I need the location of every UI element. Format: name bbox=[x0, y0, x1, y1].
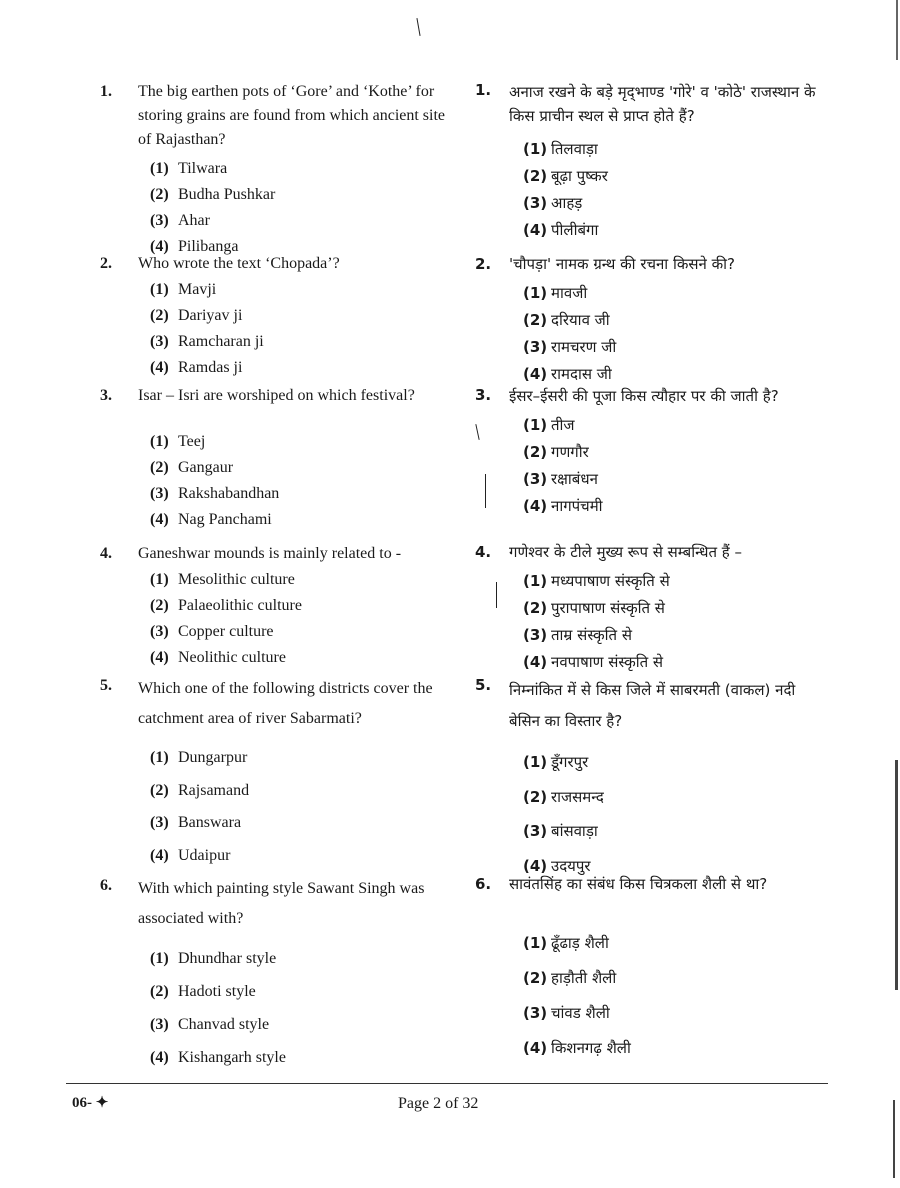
option-number: (4) bbox=[150, 238, 169, 255]
option-number: (1) bbox=[150, 281, 169, 299]
option-number: (2) bbox=[523, 310, 548, 329]
option-text: तीज bbox=[551, 415, 575, 434]
option-3[interactable] bbox=[150, 481, 452, 507]
option-text: Hadoti style bbox=[178, 983, 256, 1000]
option-3[interactable] bbox=[523, 190, 825, 217]
question-number: 1. bbox=[100, 83, 112, 100]
options-list bbox=[523, 745, 825, 883]
option-1[interactable] bbox=[150, 742, 452, 775]
option-number: (4) bbox=[523, 1038, 548, 1057]
scan-edge bbox=[896, 0, 898, 60]
option-4[interactable] bbox=[523, 1031, 825, 1066]
question-text: The big earthen pots of ‘Gore’ and ‘Kothe’ for storing grains are found from which ancient site of Rajasthan? bbox=[138, 83, 446, 148]
question-text: Who wrote the text ‘Chopada’? bbox=[138, 255, 340, 272]
option-3[interactable] bbox=[150, 208, 452, 234]
option-number: (2) bbox=[150, 781, 169, 799]
question-number: 5. bbox=[100, 677, 112, 694]
option-text: रक्षाबंधन bbox=[551, 469, 598, 488]
option-text: हाड़ौती शैली bbox=[551, 968, 617, 987]
option-text: Banswara bbox=[178, 814, 242, 831]
option-4[interactable] bbox=[150, 507, 452, 533]
question-number: 6. bbox=[100, 877, 112, 894]
option-number: (1) bbox=[523, 415, 548, 434]
option-4[interactable] bbox=[150, 840, 452, 873]
option-number: (2) bbox=[523, 787, 548, 806]
question-number: 4. bbox=[475, 543, 492, 561]
option-text: बूढ़ा पुष्कर bbox=[551, 167, 608, 185]
option-4[interactable] bbox=[150, 1041, 452, 1074]
option-text: पुरापाषाण संस्कृति से bbox=[551, 598, 665, 617]
option-4[interactable] bbox=[150, 355, 452, 381]
option-text: Pilibanga bbox=[178, 238, 239, 255]
question-number: 2. bbox=[100, 255, 112, 272]
option-number: (1) bbox=[150, 571, 169, 589]
option-number: (2) bbox=[523, 968, 548, 987]
option-number: (1) bbox=[523, 933, 548, 952]
option-number: (2) bbox=[150, 597, 169, 615]
option-text: Kishangarh style bbox=[178, 1049, 286, 1066]
option-text: तिलवाड़ा bbox=[551, 140, 598, 158]
option-number: (3) bbox=[150, 814, 169, 831]
option-1[interactable] bbox=[523, 412, 825, 439]
question-6-hindi bbox=[475, 874, 825, 1066]
option-number: (1) bbox=[523, 571, 548, 590]
option-text: Rakshabandhan bbox=[178, 485, 280, 503]
question-text: Isar – Isri are worshiped on which festival? bbox=[138, 387, 415, 404]
question-text: निम्नांकित में से किस जिले में साबरमती (वाकल) नदी बेसिन का विस्तार है? bbox=[509, 681, 796, 730]
option-number: (4) bbox=[523, 856, 548, 875]
option-number: (4) bbox=[150, 359, 169, 377]
option-number: (3) bbox=[523, 469, 548, 488]
question-2-hindi bbox=[475, 254, 825, 388]
option-text: Mesolithic culture bbox=[178, 571, 295, 589]
option-1[interactable] bbox=[523, 136, 825, 163]
option-3[interactable] bbox=[523, 466, 825, 493]
option-text: Dungarpur bbox=[178, 749, 248, 766]
options-list bbox=[523, 136, 825, 244]
option-number: (2) bbox=[150, 186, 169, 203]
question-number: 2. bbox=[475, 255, 492, 273]
option-number: (4) bbox=[523, 496, 548, 515]
option-text: Neolithic culture bbox=[178, 649, 286, 667]
question-number: 6. bbox=[475, 875, 492, 893]
option-text: ताम्र संस्कृति से bbox=[551, 625, 633, 644]
option-number: (4) bbox=[523, 364, 548, 383]
option-number: (4) bbox=[150, 1049, 169, 1066]
option-text: नवपाषाण संस्कृति से bbox=[551, 652, 664, 671]
question-number: 5. bbox=[475, 676, 492, 694]
option-number: (4) bbox=[523, 652, 548, 671]
question-number: 1. bbox=[475, 81, 492, 99]
option-1[interactable] bbox=[523, 745, 825, 780]
option-3[interactable] bbox=[523, 622, 825, 649]
option-text: पीलीबंगा bbox=[551, 221, 599, 239]
option-text: रामदास जी bbox=[551, 364, 612, 383]
option-3[interactable] bbox=[523, 334, 825, 361]
option-2[interactable] bbox=[150, 975, 452, 1008]
option-number: (2) bbox=[150, 307, 169, 325]
option-4[interactable] bbox=[150, 645, 452, 671]
option-text: ढूँढाड़ शैली bbox=[551, 933, 609, 952]
question-3-english bbox=[100, 384, 452, 533]
option-2[interactable] bbox=[523, 780, 825, 815]
question-text: अनाज रखने के बड़े मृद्‌भाण्ड 'गोरे' व 'कोठे' राजस्थान के किस प्राचीन स्थल से प्राप्त होते हैं? bbox=[509, 83, 816, 125]
option-text: Dhundhar style bbox=[178, 950, 277, 967]
option-text: नागपंचमी bbox=[551, 496, 603, 515]
option-2[interactable] bbox=[523, 595, 825, 622]
option-number: (3) bbox=[150, 623, 169, 641]
option-number: (2) bbox=[523, 167, 548, 185]
option-2[interactable] bbox=[523, 961, 825, 996]
option-4[interactable] bbox=[523, 361, 825, 388]
option-1[interactable] bbox=[150, 942, 452, 975]
question-number: 3. bbox=[475, 386, 492, 404]
option-1[interactable] bbox=[523, 280, 825, 307]
option-number: (4) bbox=[150, 649, 169, 667]
option-number: (3) bbox=[523, 1003, 548, 1022]
question-1-hindi bbox=[475, 80, 825, 244]
option-1[interactable] bbox=[523, 926, 825, 961]
question-number: 4. bbox=[100, 545, 112, 562]
option-text: Teej bbox=[178, 433, 206, 451]
option-text: Gangaur bbox=[178, 459, 234, 477]
option-text: Chanvad style bbox=[178, 1016, 270, 1033]
scan-mark bbox=[416, 18, 420, 36]
option-4[interactable] bbox=[523, 217, 825, 244]
option-number: (2) bbox=[523, 598, 548, 617]
option-text: Budha Pushkar bbox=[178, 186, 276, 203]
question-6-english bbox=[100, 874, 452, 1074]
option-text: Dariyav ji bbox=[178, 307, 243, 325]
options-list bbox=[150, 156, 452, 260]
option-text: Palaeolithic culture bbox=[178, 597, 302, 615]
option-1[interactable] bbox=[150, 156, 452, 182]
option-number: (1) bbox=[150, 749, 169, 766]
question-4-english bbox=[100, 542, 452, 671]
option-text: किशनगढ़ शैली bbox=[551, 1038, 631, 1057]
options-list bbox=[523, 926, 825, 1066]
page-number: Page 2 of 32 bbox=[398, 1095, 479, 1112]
option-1[interactable] bbox=[150, 277, 452, 303]
option-number: (3) bbox=[150, 212, 169, 229]
option-3[interactable] bbox=[523, 996, 825, 1031]
option-number: (1) bbox=[523, 283, 548, 302]
option-2[interactable] bbox=[523, 307, 825, 334]
question-text: Ganeshwar mounds is mainly related to - bbox=[138, 545, 402, 562]
scan-mark bbox=[496, 582, 497, 608]
option-number: (1) bbox=[523, 753, 548, 771]
option-2[interactable] bbox=[150, 593, 452, 619]
option-text: Nag Panchami bbox=[178, 511, 272, 529]
option-text: Rajsamand bbox=[178, 781, 250, 799]
option-1[interactable] bbox=[150, 429, 452, 455]
option-2[interactable] bbox=[523, 163, 825, 190]
question-1-english bbox=[100, 80, 452, 260]
option-number: (3) bbox=[150, 485, 169, 503]
option-text: गणगौर bbox=[551, 442, 589, 461]
option-text: Ramdas ji bbox=[178, 359, 243, 377]
option-number: (1) bbox=[523, 140, 548, 158]
option-text: Tilwara bbox=[178, 160, 228, 177]
option-text: डूँगरपुर bbox=[551, 753, 589, 771]
option-1[interactable] bbox=[523, 568, 825, 595]
option-number: (4) bbox=[150, 511, 169, 529]
question-text: Which one of the following districts cover the catchment area of river Sabarmati? bbox=[138, 680, 433, 727]
question-text: सावंतसिंह का संबंध किस चित्रकला शैली से था? bbox=[509, 875, 768, 893]
option-number: (3) bbox=[523, 822, 548, 840]
scan-edge bbox=[895, 760, 898, 990]
question-number: 3. bbox=[100, 387, 112, 404]
options-list bbox=[150, 942, 452, 1074]
option-text: चांवड शैली bbox=[551, 1003, 610, 1022]
option-2[interactable] bbox=[523, 439, 825, 466]
option-text: राजसमन्द bbox=[551, 787, 604, 806]
option-4[interactable] bbox=[523, 493, 825, 520]
option-text: Ahar bbox=[178, 212, 210, 229]
question-2-english bbox=[100, 252, 452, 381]
option-number: (2) bbox=[150, 459, 169, 477]
option-number: (1) bbox=[150, 160, 169, 177]
option-2[interactable] bbox=[150, 775, 452, 808]
option-number: (3) bbox=[150, 1016, 169, 1033]
option-number: (3) bbox=[523, 194, 548, 212]
option-2[interactable] bbox=[150, 182, 452, 208]
option-text: उदयपुर bbox=[551, 856, 591, 875]
option-text: दरियाव जी bbox=[551, 310, 610, 329]
option-3[interactable] bbox=[150, 807, 452, 840]
option-number: (2) bbox=[150, 983, 169, 1000]
option-2[interactable] bbox=[150, 303, 452, 329]
scan-mark bbox=[485, 474, 486, 508]
options-list bbox=[150, 277, 452, 381]
option-3[interactable] bbox=[150, 1008, 452, 1041]
scan-edge bbox=[893, 1100, 895, 1178]
question-4-hindi bbox=[475, 542, 825, 676]
option-1[interactable] bbox=[150, 567, 452, 593]
options-list bbox=[523, 412, 825, 520]
options-list bbox=[523, 568, 825, 676]
option-text: Udaipur bbox=[178, 846, 231, 864]
option-number: (1) bbox=[150, 433, 169, 451]
option-text: Mavji bbox=[178, 281, 217, 299]
option-3[interactable] bbox=[523, 814, 825, 849]
option-3[interactable] bbox=[150, 329, 452, 355]
question-text: 'चौपड़ा' नामक ग्रन्थ की रचना किसने की? bbox=[509, 255, 735, 273]
option-number: (4) bbox=[523, 221, 548, 239]
option-4[interactable] bbox=[523, 649, 825, 676]
option-3[interactable] bbox=[150, 619, 452, 645]
options-list bbox=[523, 280, 825, 388]
option-text: Copper culture bbox=[178, 623, 274, 641]
option-text: आहड़ bbox=[551, 194, 583, 212]
question-3-hindi bbox=[475, 385, 825, 520]
option-number: (4) bbox=[150, 846, 169, 864]
option-number: (3) bbox=[523, 625, 548, 644]
option-number: (1) bbox=[150, 950, 169, 967]
option-text: मावजी bbox=[551, 283, 588, 302]
options-list bbox=[150, 567, 452, 671]
question-text: With which painting style Sawant Singh was associated with? bbox=[138, 880, 425, 927]
question-text: ईसर–ईसरी की पूजा किस त्यौहार पर की जाती है? bbox=[509, 387, 779, 405]
option-number: (3) bbox=[150, 333, 169, 351]
question-text: गणेश्वर के टीले मुख्य रूप से सम्बन्धित हैं – bbox=[509, 543, 743, 561]
option-2[interactable] bbox=[150, 455, 452, 481]
paper-code: 06- ✦ bbox=[72, 1095, 109, 1111]
option-number: (3) bbox=[523, 337, 548, 356]
option-text: रामचरण जी bbox=[551, 337, 617, 356]
question-5-hindi bbox=[475, 675, 825, 883]
options-list bbox=[150, 429, 452, 533]
footer-divider bbox=[66, 1083, 828, 1084]
question-5-english bbox=[100, 674, 452, 872]
option-text: मध्यपाषाण संस्कृति से bbox=[551, 571, 670, 590]
option-text: Ramcharan ji bbox=[178, 333, 264, 351]
options-list bbox=[150, 742, 452, 872]
option-number: (2) bbox=[523, 442, 548, 461]
option-text: बांसवाड़ा bbox=[551, 822, 598, 840]
